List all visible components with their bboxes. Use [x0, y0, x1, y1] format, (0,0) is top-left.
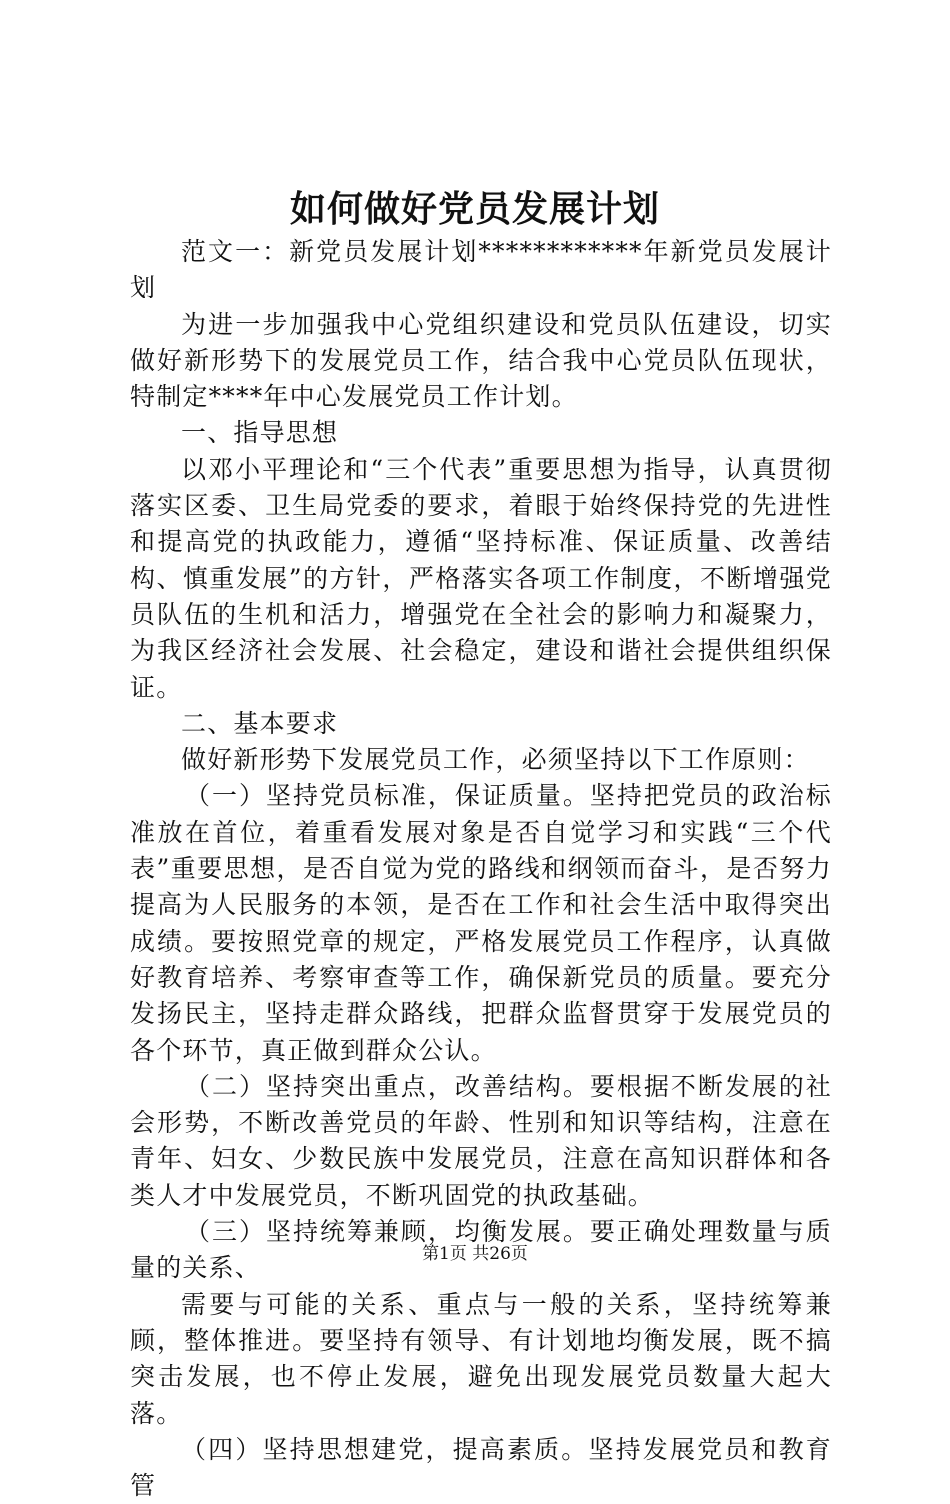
body-paragraph-principle-3: （三）坚持统筹兼顾，均衡发展。要正确处理数量与质量的关系、 — [130, 1217, 832, 1283]
page-indicator: 第1页 共26页 — [422, 1244, 528, 1264]
body-paragraph-principle-4: （四）坚持思想建党，提高素质。坚持发展党员和教育管 — [130, 1434, 832, 1501]
document-body — [130, 234, 832, 1504]
body-paragraph-guiding-thought: 以邓小平理论和“三个代表”重要思想为指导，认真贯彻落实区委、卫生局党委的要求，着眼于始终保持党的先进性和提高党的执政能力，遵循“坚持标准、保证质量、改善结构、慎重发展”的方针，严格落实各项工作制度，不断增强党员队伍的生机和活力，增强党在全社会的影响力和凝聚力，为我区经济社会发展、社会稳定，建设和谐社会提供组织保证。 — [130, 454, 832, 702]
section-heading-basic-requirements: 二、基本要求 — [181, 708, 339, 738]
body-paragraph-heading-sample: 范文一：新党员发展计划************年新党员发展计划 — [130, 237, 832, 303]
body-paragraph-principles-intro: 做好新形势下发展党员工作，必须坚持以下工作原则： — [181, 745, 810, 775]
document-title: 如何做好党员发展计划 — [289, 188, 660, 230]
body-paragraph-principle-3-cont: 需要与可能的关系、重点与一般的关系，坚持统筹兼顾，整体推进。要坚持有领导、有计划地均衡发展，既不搞突击发展，也不停止发展，避免出现发展党员数量大起大落。 — [130, 1289, 832, 1428]
section-heading-guiding-thought: 一、指导思想 — [181, 418, 339, 448]
body-paragraph-principle-1: （一）坚持党员标准，保证质量。坚持把党员的政治标准放在首位，着重看发展对象是否自觉学习和实践“三个代表”重要思想，是否自觉为党的路线和纲领而奋斗，是否努力提高为人民服务的本领，是否在工作和社会生活中取得突出成绩。要按照党章的规定，严格发展党员工作程序，认真做好教育培养、考察审查等工作，确保新党员的质量。要充分发扬民主，坚持走群众路线，把群众监督贯穿于发展党员的各个环节，真正做到群众公认。 — [130, 781, 832, 1065]
body-paragraph-principle-2: （二）坚持突出重点，改善结构。要根据不断发展的社会形势，不断改善党员的年龄、性别和知识等结构，注意在青年、妇女、少数民族中发展党员，注意在高知识群体和各类人才中发展党员，不断巩固党的执政基础。 — [130, 1071, 832, 1210]
body-paragraph-intro: 为进一步加强我中心党组织建设和党员队伍建设，切实做好新形势下的发展党员工作，结合我中心党员队伍现状，特制定****年中心发展党员工作计划。 — [130, 309, 832, 412]
